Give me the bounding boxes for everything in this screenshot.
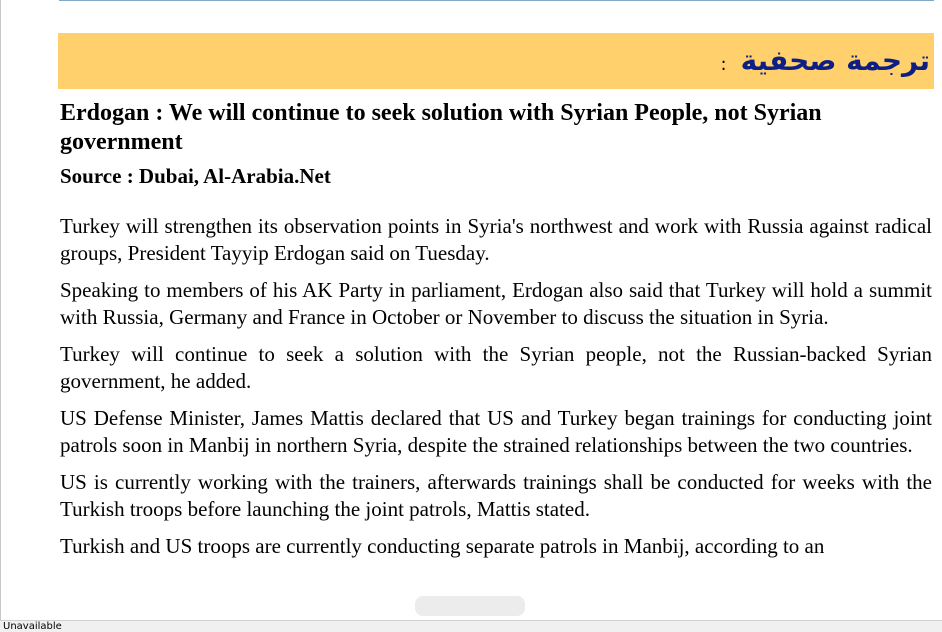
article-headline: Erdogan : We will continue to seek solution with Syrian People, not Syrian government <box>60 100 822 155</box>
article-body <box>60 213 932 560</box>
article-paragraph: Turkish and US troops are currently conducting separate patrols in Manbij, according to an <box>60 534 825 558</box>
article-paragraph: Speaking to members of his AK Party in parliament, Erdogan also said that Turkey will hold a summit with Russia, Germany and France in October or November to discuss the situation in Syria. <box>60 278 932 329</box>
status-text: Unavailable <box>3 621 62 632</box>
article-source: Source : Dubai, Al-Arabia.Net <box>60 164 331 188</box>
banner-separator: : <box>720 54 727 75</box>
faded-watermark <box>415 596 525 616</box>
banner-title: ترجمة صحفية <box>740 44 930 77</box>
article <box>60 99 932 570</box>
page-left-border <box>0 0 1 632</box>
article-paragraph: US is currently working with the trainers, afterwards trainings shall be conducted for weeks with the Turkish troops before launching the joint patrols, Mattis stated. <box>60 470 932 521</box>
article-paragraph: US Defense Minister, James Mattis declared that US and Turkey began trainings for conducting joint patrols soon in Manbij in northern Syria, despite the strained relationships between the two countries. <box>60 406 932 457</box>
top-divider <box>59 0 934 1</box>
section-banner <box>58 33 934 89</box>
article-paragraph: Turkey will continue to seek a solution with the Syrian people, not the Russian-backed Syrian government, he added. <box>60 342 932 393</box>
article-paragraph: Turkey will strengthen its observation points in Syria's northwest and work with Russia against radical groups, President Tayyip Erdogan said on Tuesday. <box>60 214 932 265</box>
status-bar <box>0 620 942 632</box>
